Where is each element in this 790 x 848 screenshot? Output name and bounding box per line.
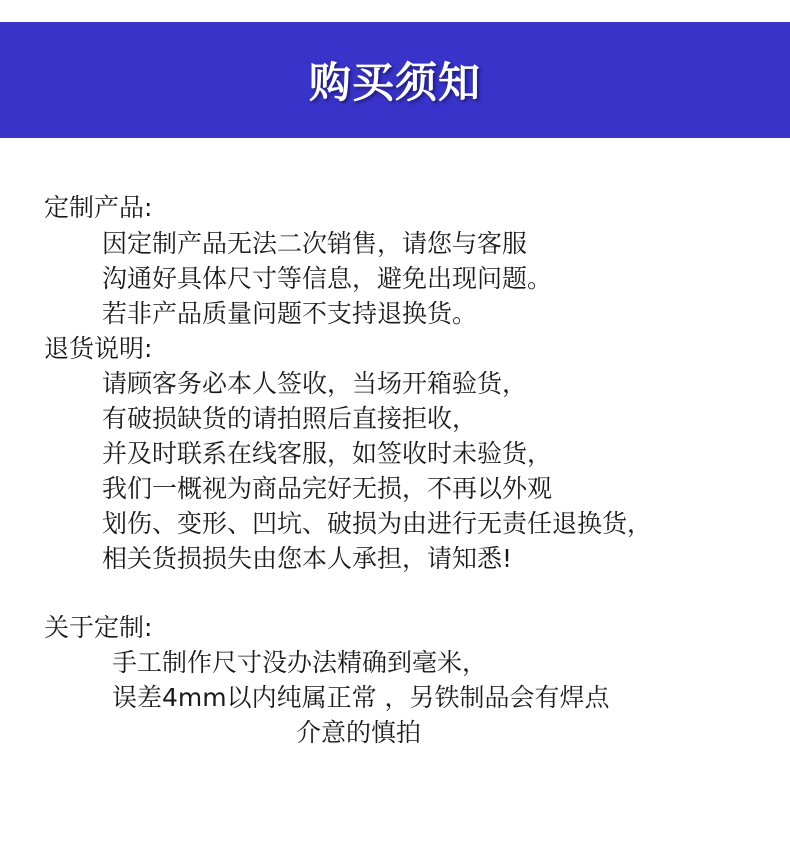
text-line: 有破损缺货的请拍照后直接拒收， <box>102 404 478 433</box>
text-line: 手工制作尺寸没办法精确到毫米， <box>112 648 488 677</box>
section-heading: 关于定制: <box>44 613 153 642</box>
text-line: 并及时联系在线客服，如签收时未验货， <box>102 439 553 468</box>
text-line: 误差4mm以内纯属正常 ，另铁制品会有焊点 <box>112 683 610 712</box>
text-line: 请顾客务必本人签收，当场开箱验货， <box>102 369 528 398</box>
text-line: 沟通好具体尺寸等信息，避免出现问题。 <box>102 264 553 293</box>
text-line: 相关货损损失由您本人承担，请知悉! <box>102 544 513 573</box>
text-line: 因定制产品无法二次销售，请您与客服 <box>102 229 528 258</box>
text-line: 我们一概视为商品完好无损，不再以外观 <box>102 474 553 503</box>
section-heading: 退货说明: <box>44 334 153 363</box>
text-line: 介意的慎拍 <box>296 718 422 747</box>
text-line: 若非产品质量问题不支持退换货。 <box>102 299 478 328</box>
text-line: 划伤、变形、凹坑、破损为由进行无责任退换货， <box>102 509 653 538</box>
title-banner <box>0 22 790 138</box>
page-title: 购买须知 <box>308 58 481 107</box>
section-heading: 定制产品: <box>44 193 153 222</box>
